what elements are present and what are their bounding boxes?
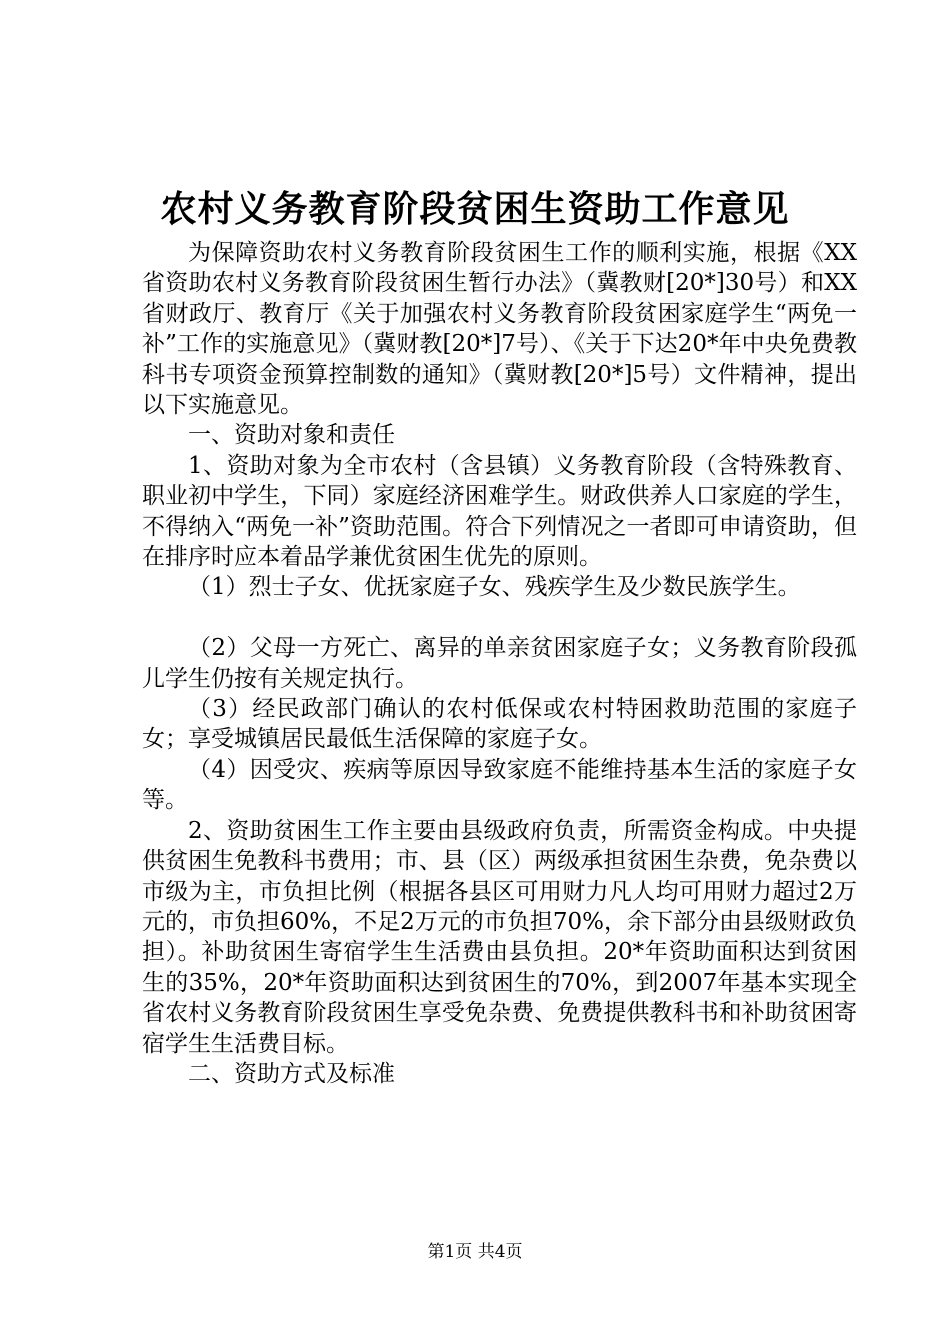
document-body: [142, 238, 857, 1089]
intro-paragraph: 为保障资助农村义务教育阶段贫困生工作的顺利实施，根据《XX省资助农村义务教育阶段贫困生暂行办法》（冀教财[20*]30号）和XX省财政厅、教育厅《关于加强农村义务教育阶段贫困家庭学生“两免一补”工作的实施意见》（冀财教[20*]7号）、《关于下达20*年中央免费教科书专项资金预算控制数的通知》（冀财教[20*]5号）文件精神，提出以下实施意见。: [142, 240, 857, 419]
subitem-2: （2）父母一方死亡、离异的单亲贫困家庭子女；义务教育阶段孤儿学生仍按有关规定执行。: [142, 635, 857, 692]
section-heading-2: 二、资助方式及标准: [188, 1060, 395, 1087]
document-title: 农村义务教育阶段贫困生资助工作意见: [160, 188, 790, 230]
subitem-1: （1）烈士子女、优抚家庭子女、残疾学生及少数民族学生。: [188, 574, 801, 601]
blank-line: [142, 603, 857, 633]
page-footer: 第1页 共4页: [427, 1242, 523, 1262]
subitem-4: （4）因受灾、疾病等原因导致家庭不能维持基本生活的家庭子女等。: [142, 756, 857, 814]
subitem-3: （3）经民政部门确认的农村低保或农村特困救助范围的家庭子女；享受城镇居民最低生活保障的家庭子女。: [142, 696, 857, 753]
item-1-paragraph: 1、资助对象为全市农村（含县镇）义务教育阶段（含特殊教育、职业初中学生，下同）家庭经济困难学生。财政供养人口家庭的学生，不得纳入“两免一补”资助范围。符合下列情况之一者即可申请资助，但在排序时应本着品学兼优贫困生优先的原则。: [142, 452, 857, 571]
section-heading-1: 一、资助对象和责任: [188, 422, 395, 449]
item-2-paragraph: 2、资助贫困生工作主要由县级政府负责，所需资金构成。中央提供贫困生免教科书费用；市、县（区）两级承担贫困生杂费，免杂费以市级为主，市负担比例（根据各县区可用财力凡人均可用财力超过2万元的，市负担60%，不足2万元的市负担70%，余下部分由县级财政负担）。补助贫困生寄宿学生生活费由县负担。20*年资助面积达到贫困生的35%，20*年资助面积达到贫困生的70%，到2007年基本实现全省农村义务教育阶段贫困生享受免杂费、免费提供教科书和补助贫困寄宿学生生活费目标。: [142, 817, 857, 1057]
